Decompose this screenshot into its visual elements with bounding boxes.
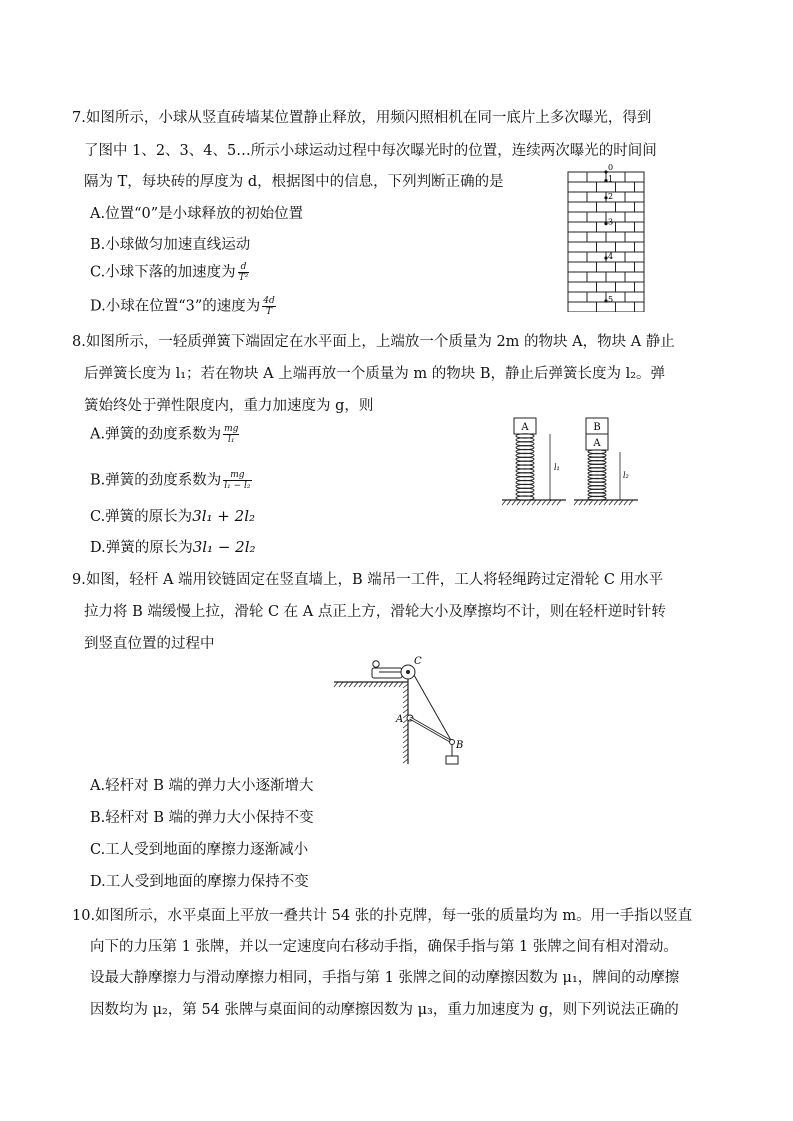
ground-hatch xyxy=(594,500,598,505)
wall-hatch xyxy=(403,684,408,688)
brick-row xyxy=(568,202,644,212)
ground-hatch xyxy=(579,500,583,505)
ground-hatch xyxy=(369,682,373,687)
ground-hatch xyxy=(619,500,623,505)
q7-option-d-numerator: 4d xyxy=(263,296,275,306)
ground-hatch xyxy=(399,682,403,687)
ground-hatch xyxy=(609,500,613,505)
ground-hatch xyxy=(589,500,593,505)
brick-row xyxy=(568,282,644,292)
wall-hatch xyxy=(403,709,408,713)
q8-stem-line2: 后弹簧长度为 l₁；若在物块 A 上端再放一个质量为 m 的物块 B，静止后弹簧长度为 l₂。弹 xyxy=(84,366,666,382)
ground-hatch xyxy=(334,682,338,687)
brick-row xyxy=(568,242,644,252)
ground-hatch xyxy=(374,682,378,687)
q10-stem-line4: 因数均为 μ₂，第 54 张牌与桌面间的动摩擦因数为 μ₃，重力加速度为 g，则下列说法正确的 xyxy=(90,1002,679,1018)
ground-hatch xyxy=(512,500,516,505)
block-a-left-label: A xyxy=(521,422,529,433)
ground-hatch xyxy=(354,682,358,687)
wall-hatch xyxy=(403,734,408,738)
wall-hatch xyxy=(403,729,408,733)
ground-hatch xyxy=(574,500,578,505)
wall-hatch xyxy=(403,699,408,703)
q8-option-a-numerator: mg xyxy=(224,424,239,434)
ground-hatch xyxy=(364,682,368,687)
ground-hatch xyxy=(624,500,628,505)
wall-hatch xyxy=(403,739,408,743)
ball-label-4: 4 xyxy=(608,252,614,261)
ball-label-1: 1 xyxy=(608,174,614,184)
ground-hatch xyxy=(542,500,546,505)
ground-hatch xyxy=(344,682,348,687)
brick-row xyxy=(568,302,644,312)
label-l2: l₂ xyxy=(623,471,629,480)
ground-hatch xyxy=(552,500,556,505)
q7-stem-line1: 7.如图所示，小球从竖直砖墙某位置静止释放，用频闪照相机在同一底片上多次曝光，得到 xyxy=(72,110,652,126)
q8-option-d-text: D.弹簧的原长为 xyxy=(90,540,193,556)
q10-stem-line3: 设最大静摩擦力与滑动摩擦力相同，手指与第 1 张牌之间的动摩擦因数为 μ₁，牌间的动摩擦 xyxy=(90,970,680,986)
workpiece xyxy=(446,756,458,764)
label-b: B xyxy=(456,740,464,751)
spring-left xyxy=(516,434,534,500)
brick-wall-figure xyxy=(565,162,647,312)
ground-hatch xyxy=(349,682,353,687)
q9-stem-line1: 9.如图，轻杆 A 端用铰链固定在竖直墙上，B 端吊一工件，工人将轻绳跨过定滑轮 C 用水平 xyxy=(72,572,664,588)
ground-hatch xyxy=(629,500,633,505)
ball-label-5: 5 xyxy=(608,295,614,304)
q7-stem-line2: 了图中 1、2、3、4、5…所示小球运动过程中每次曝光时的位置，连续两次曝光的时间间 xyxy=(84,143,657,159)
q7-option-c-fraction xyxy=(238,262,250,283)
ground-hatch xyxy=(599,500,603,505)
ground-hatch xyxy=(537,500,541,505)
q7-option-d-denominator: T xyxy=(266,307,273,317)
q10-stem-line2: 向下的力压第 1 张牌，并以一定速度向右移动手指，确保手指与第 1 张牌之间有相对滑动。 xyxy=(90,939,678,955)
ground-hatch xyxy=(394,682,398,687)
wall-hatch xyxy=(403,704,408,708)
brick-row xyxy=(568,262,644,272)
wall-hatch xyxy=(403,744,408,748)
brick-row xyxy=(568,182,644,192)
ground-hatch xyxy=(507,500,511,505)
wall-hatch xyxy=(403,754,408,758)
ball-label-2: 2 xyxy=(608,191,614,201)
q8-option-b-numerator: mg xyxy=(223,470,251,481)
ground-hatch xyxy=(527,500,531,505)
q7-option-c-numerator: d xyxy=(238,262,250,273)
q7-option-d xyxy=(90,296,276,317)
ground-hatch xyxy=(384,682,388,687)
q7-option-c-text: C.小球下落的加速度为 xyxy=(90,264,236,281)
ground-hatch xyxy=(389,682,393,687)
q8-option-b-text: B.弹簧的劲度系数为 xyxy=(90,472,222,489)
wall-hatch xyxy=(403,759,408,763)
block-b-label: B xyxy=(593,422,601,433)
label-a: A xyxy=(396,714,404,725)
q8-option-b-denominator: l₁ − l₂ xyxy=(224,481,251,491)
q7-option-a: A.位置“0”是小球释放的初始位置 xyxy=(90,206,304,222)
q8-option-b xyxy=(90,470,252,491)
q7-option-c xyxy=(90,262,249,283)
ground-hatch xyxy=(522,500,526,505)
ground-hatch xyxy=(339,682,343,687)
q7-option-d-fraction xyxy=(262,296,276,317)
wall-hatch xyxy=(403,694,408,698)
q8-option-a xyxy=(90,424,239,445)
ball-label-3: 3 xyxy=(608,217,614,227)
q8-stem-line3: 簧始终处于弹性限度内，重力加速度为 g，则 xyxy=(84,398,374,414)
q9-stem-line3: 到竖直位置的过程中 xyxy=(84,636,215,652)
ground-hatch xyxy=(584,500,588,505)
q9-stem-line2: 拉力将 B 端缓慢上拉，滑轮 C 在 A 点正上方，滑轮大小及摩擦均不计，则在轻杆逆时针转 xyxy=(84,604,666,620)
q8-option-d xyxy=(90,537,256,558)
pulley-rod-figure xyxy=(330,652,470,770)
wall-hatch xyxy=(403,749,408,753)
q8-option-c-formula: 3l₁ + 2l₂ xyxy=(192,507,255,525)
spring-right xyxy=(588,450,606,500)
wall-hatch xyxy=(403,724,408,728)
label-c: C xyxy=(414,656,422,667)
label-l1: l₁ xyxy=(554,463,560,472)
q8-option-c xyxy=(90,506,255,527)
spring-blocks-figure xyxy=(498,412,648,508)
q9-option-d: D.工人受到地面的摩擦力保持不变 xyxy=(90,874,309,890)
q9-option-b: B.轻杆对 B 端的弹力大小保持不变 xyxy=(90,810,314,826)
ground-hatch xyxy=(614,500,618,505)
q10-stem-line1: 10.如图所示，水平桌面上平放一叠共计 54 张的扑克牌，每一张的质量均为 m。用一手指以竖直 xyxy=(72,908,693,924)
q7-option-c-denominator: T² xyxy=(238,273,249,283)
q8-option-a-fraction xyxy=(223,424,239,445)
q8-option-a-denominator: l₁ xyxy=(227,435,235,445)
q8-option-b-fraction xyxy=(223,470,251,491)
q9-option-a: A.轻杆对 B 端的弹力大小逐渐增大 xyxy=(90,778,314,794)
ground-hatch xyxy=(547,500,551,505)
ground-hatch xyxy=(557,500,561,505)
ground-hatch xyxy=(359,682,363,687)
ground-hatch xyxy=(532,500,536,505)
q8-option-a-text: A.弹簧的劲度系数为 xyxy=(90,426,222,443)
q8-option-c-text: C.弹簧的原长为 xyxy=(90,509,193,525)
ground-hatch xyxy=(502,500,506,505)
ground-hatch xyxy=(379,682,383,687)
q7-option-d-text: D.小球在位置“3”的速度为 xyxy=(90,298,261,315)
q8-stem-line1: 8.如图所示，一轻质弹簧下端固定在水平面上，上端放一个质量为 2m 的物块 A，物块 A 静止 xyxy=(72,334,675,350)
ball-label-0: 0 xyxy=(608,163,614,172)
q7-stem-line3: 隔为 T，每块砖的厚度为 d，根据图中的信息，下列判断正确的是 xyxy=(84,174,504,190)
q8-option-d-formula: 3l₁ − 2l₂ xyxy=(192,538,256,556)
q9-option-c: C.工人受到地面的摩擦力逐渐减小 xyxy=(90,842,309,858)
ground-hatch xyxy=(517,500,521,505)
wall-hatch xyxy=(403,689,408,693)
block-a-right-label: A xyxy=(593,438,601,449)
ground-hatch xyxy=(604,500,608,505)
q7-option-b: B.小球做匀加速直线运动 xyxy=(90,237,251,253)
